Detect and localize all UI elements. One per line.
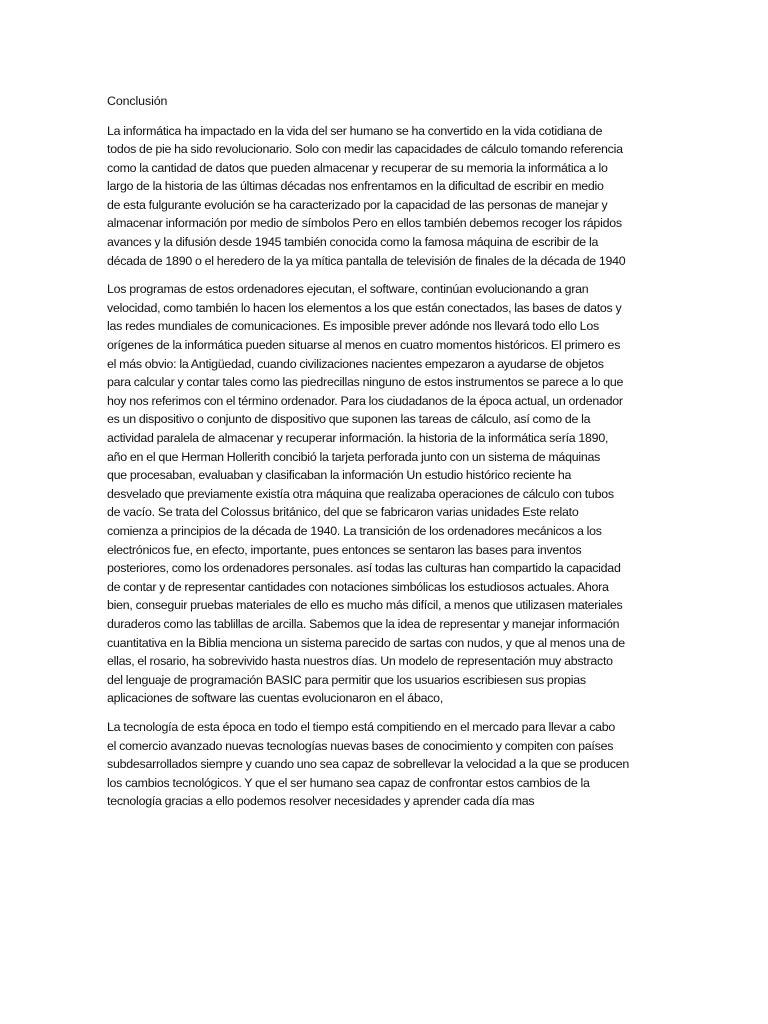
- paragraph: [107, 122, 663, 271]
- text-line: todos de pie ha sido revolucionario. Solo con medir las capacidades de cálculo tomando referencia: [107, 142, 623, 157]
- text-line: año en el que Herman Hollerith concibió la tarjeta perforada junto con un sistema de máquinas: [107, 449, 601, 464]
- paragraph: [107, 718, 663, 811]
- text-line: el comercio avanzado nuevas tecnologías nuevas bases de conocimiento y compiten con países: [107, 738, 614, 753]
- text-line: las redes mundiales de comunicaciones. Es imposible prever adónde nos llevará todo ello Los: [107, 319, 599, 334]
- text-line: desvelado que previamente existía otra máquina que realizaba operaciones de cálculo con tubos: [107, 486, 614, 501]
- text-line: aplicaciones de software las cuentas evolucionaron en el ábaco,: [107, 691, 444, 706]
- text-line: de esta fulgurante evolución se ha caracterizado por la capacidad de las personas de manejar y: [107, 197, 608, 212]
- text-line: electrónicos fue, en efecto, importante, pues entonces se sentaron las bases para inventos: [107, 542, 582, 557]
- text-line: para calcular y contar tales como las piedrecillas ninguno de estos instrumentos se parece a lo que: [107, 375, 624, 390]
- text-line: de contar y de representar cantidades con notaciones simbólicas los estudiosos actuales. Ahora: [107, 579, 609, 594]
- text-line: La tecnología de esta época en todo el tiempo está compitiendo en el mercado para llevar a cabo: [107, 719, 616, 734]
- document-page: [107, 92, 663, 821]
- document-heading: Conclusión: [107, 94, 168, 108]
- text-line: comienza a principios de la década de 1940. La transición de los ordenadores mecánicos a los: [107, 523, 602, 538]
- text-line: Los programas de estos ordenadores ejecutan, el software, continúan evolucionando a gran: [107, 282, 589, 297]
- text-line: avances y la difusión desde 1945 también conocida como la famosa máquina de escribir de la: [107, 235, 599, 250]
- text-line: cuantitativa en la Biblia menciona un sistema parecido de sartas con nudos, y que al menos una de: [107, 635, 625, 650]
- text-line: subdesarrollados siempre y cuando uno sea capaz de sobrellevar la velocidad a la que se producen: [107, 757, 629, 772]
- text-line: el más obvio: la Antigüedad, cuando civilizaciones nacientes empezaron a ayudarse de objetos: [107, 356, 604, 371]
- text-line: hoy nos referimos con el término ordenador. Para los ciudadanos de la época actual, un ordenador: [107, 393, 623, 408]
- text-line: orígenes de la informática pueden situarse al menos en cuatro momentos históricos. El primero es: [107, 338, 621, 353]
- text-line: de vacío. Se trata del Colossus británico, del que se fabricaron varias unidades Este relato: [107, 505, 579, 520]
- text-line: largo de la historia de las últimas décadas nos enfrentamos en la dificultad de escribir en medio: [107, 179, 604, 194]
- paragraph: [107, 280, 663, 708]
- text-line: velocidad, como también lo hacen los elementos a los que están conectados, las bases de datos y: [107, 300, 622, 315]
- text-line: década de 1890 o el heredero de la ya mítica pantalla de televisión de finales de la década de 1940: [107, 253, 626, 268]
- text-line: bien, conseguir pruebas materiales de ello es mucho más difícil, a menos que utilizasen materiales: [107, 598, 623, 613]
- text-line: ellas, el rosario, ha sobrevivido hasta nuestros días. Un modelo de representación muy abstracto: [107, 654, 613, 669]
- text-line: duraderos como las tablillas de arcilla. Sabemos que la idea de representar y manejar información: [107, 616, 620, 631]
- text-line: tecnología gracias a ello podemos resolver necesidades y aprender cada día mas: [107, 794, 535, 809]
- text-line: La informática ha impactado en la vida del ser humano se ha convertido en la vida cotidiana de: [107, 123, 603, 138]
- text-line: posteriores, como los ordenadores personales. así todas las culturas han compartido la capacidad: [107, 561, 621, 576]
- text-line: almacenar información por medio de símbolos Pero en ellos también debemos recoger los rápidos: [107, 216, 622, 231]
- text-line: que procesaban, evaluaban y clasificaban la información Un estudio histórico reciente ha: [107, 468, 572, 483]
- text-line: actividad paralela de almacenar y recuperar información. la historia de la informática sería 1890,: [107, 431, 609, 445]
- text-line: los cambios tecnológicos. Y que el ser humano sea capaz de confrontar estos cambios de la: [107, 775, 590, 790]
- text-line: del lenguaje de programación BASIC para permitir que los usuarios escribiesen sus propias: [107, 672, 586, 687]
- text-line: como la cantidad de datos que pueden almacenar y recuperar de su memoria la informática a lo: [107, 160, 608, 175]
- text-line: es un dispositivo o conjunto de dispositivo que suponen las tareas de cálculo, así como de la: [107, 412, 591, 427]
- document-body: [107, 122, 663, 811]
